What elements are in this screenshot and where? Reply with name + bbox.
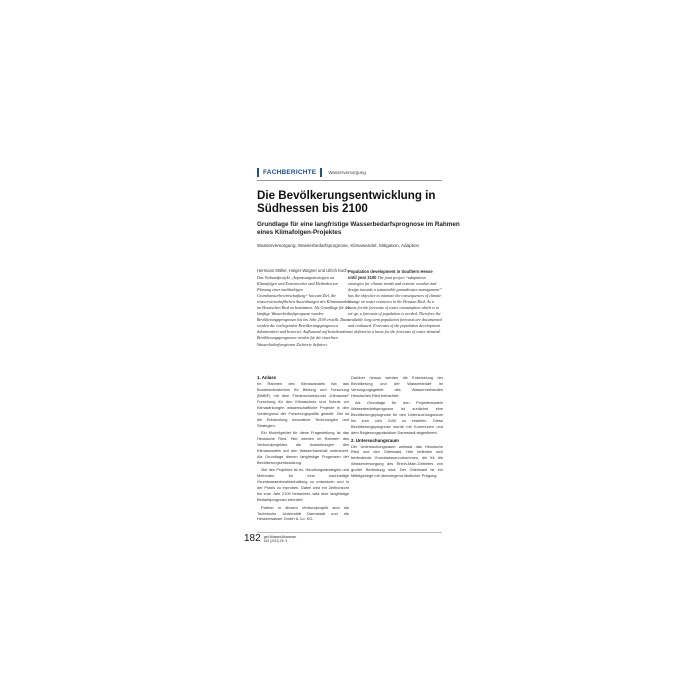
subsection-label: Wasserversorgung	[328, 170, 366, 175]
body-column-right	[351, 375, 443, 481]
body-paragraph: Partner in diesem Verbundprojekt sind die Technische Universität Darmstadt und die Hessenwasser GmbH & Co. KG.	[257, 504, 349, 522]
section-divider	[320, 168, 322, 177]
body-paragraph: Als Grundlage für den Projektbaustein Wasserbedarfsprognose ist zunächst eine Bevölkerungsprognose für den Untersuchungsraum bis zum Jahr 2100 zu erstellen. Diese Bevölkerungsprognose wurde mit Kommunen und dem Regierungspräsidium Darmstadt abgestimmt.	[351, 400, 443, 436]
article-keywords: Wasserversorgung, Wasserbedarfsprognose, Klimawandel, Mitigation, Adaption	[257, 243, 420, 248]
header-rule	[257, 180, 442, 181]
section-1-heading: 1. Anlass	[257, 375, 277, 380]
body-paragraph: Ein Modellgebiet für diese Fragestellung ist das Hessische Ried. Hier werden im Rahmen des Verbundprojektes die Auswirkungen des Klimawandels auf den Wasserhaushalt untersucht. Als Grundlage dienen langfristige Prognosen der Bevölkerungsentwicklung.	[257, 430, 349, 465]
journal-info	[264, 534, 297, 543]
page-footer	[244, 534, 296, 544]
body-paragraph: Darüber hinaus werden die Entwicklung der Bevölkerung und der Wasserbedarf im Versorgungsgebiet des Wasserverbandes Hessisches Ried betrachtet.	[351, 375, 443, 398]
body-paragraph: Der Untersuchungsraum umfasst das Hessische Ried und den Odenwald. Hier befinden sich bedeutende Grundwasservorkommen, die für die Wasserversorgung des Rhein-Main-Gebietes von großer Bedeutung sind. Der Odenwald ist ein Mittelgebirge mit überwiegend ländlicher Prägung.	[351, 443, 443, 479]
abstract-english-text: The joint project “adaptation strategies for climate trends and extreme weather and design towards a sustainable groundwater management” has the objective to estimate the consequences of climate change on water resources in the Hessian Ried. As a basis for the forecasts of water consumption which is to set up, a forecasts of population is needed. Therefore the available long term population forecasts are documented and evaluated. Forecasts of the population development are defined as a basis for the forecasts of water demand.	[348, 275, 442, 335]
journal-name: gwf-Wasser|Abwasser	[263, 535, 297, 539]
section-2-heading: 2. Untersuchungsraum	[351, 437, 399, 443]
article-subtitle: Grundlage für eine langfristige Wasserbedarfsprognose im Rahmen eines Klimafolgen-Projektes	[257, 221, 460, 236]
journal-issue: 152 (2011) Nr. 3	[263, 539, 288, 544]
section-marker	[257, 168, 259, 177]
footer-rule	[257, 532, 442, 533]
abstract-english-title: Population development in Southern Hesse until year 2100	[348, 269, 433, 281]
body-paragraph: Ziel des Projektes ist es, Handlungsstrategien und Methoden für eine nachhaltige Grundwasserbewirtschaftung zu entwickeln und in der Praxis zu erproben. Dabei wird ein Zeithorizont bis zum Jahr 2100 betrachtet, was eine langfristige Bedarfsprognose erfordert.	[257, 467, 349, 503]
body-column-left	[257, 375, 349, 524]
abstract-english	[348, 269, 442, 336]
article-authors: Hermann Möller, Holger Wagner und Ulrich Koch	[257, 268, 348, 273]
section-header	[257, 168, 366, 177]
section-label: FACHBERICHTE	[263, 169, 317, 176]
abstract-german: Das Verbundprojekt „Anpassungsstrategien an Klimafolgen und Extremwetter und Methoden zur Planung einer nachhaltigen Grundwasserbewirtschaftung“ hat zum Ziel, die wasserwirtschaftlichen Auswirkungen des Klimawandels im Hessischen Ried zu bestimmen. Als Grundlage für die künftige Wasserbedarfsprognose wurden Bevölkerungsprognosen bis ins Jahr 2100 erstellt. Dazu werden die vorliegenden Bevölkerungsprognosen dokumentiert und bewertet. Aufbauend auf bestehenden Bevölkerungsprognosen werden für die einzelnen Wasserbedarfsregionen Zielwerte definiert.	[257, 275, 351, 347]
body-paragraph: Im Rahmen des Klimawandels hat das Bundesministerium für Bildung und Forschung (BMBF) mit dem Förderschwerpunkt „Klimazwei“ Forschung für den Klimaschutz und Schutz vor Klimawirkungen wissenschaftliche Projekte in den Vordergrund der Forschungspolitik gestellt. Ziel ist die Entwicklung innovativer Technologien und Strategien.	[257, 381, 349, 428]
article-title: Die Bevölkerungsentwicklung in Südhessen bis 2100	[257, 189, 436, 215]
page-number: 182	[244, 533, 261, 544]
